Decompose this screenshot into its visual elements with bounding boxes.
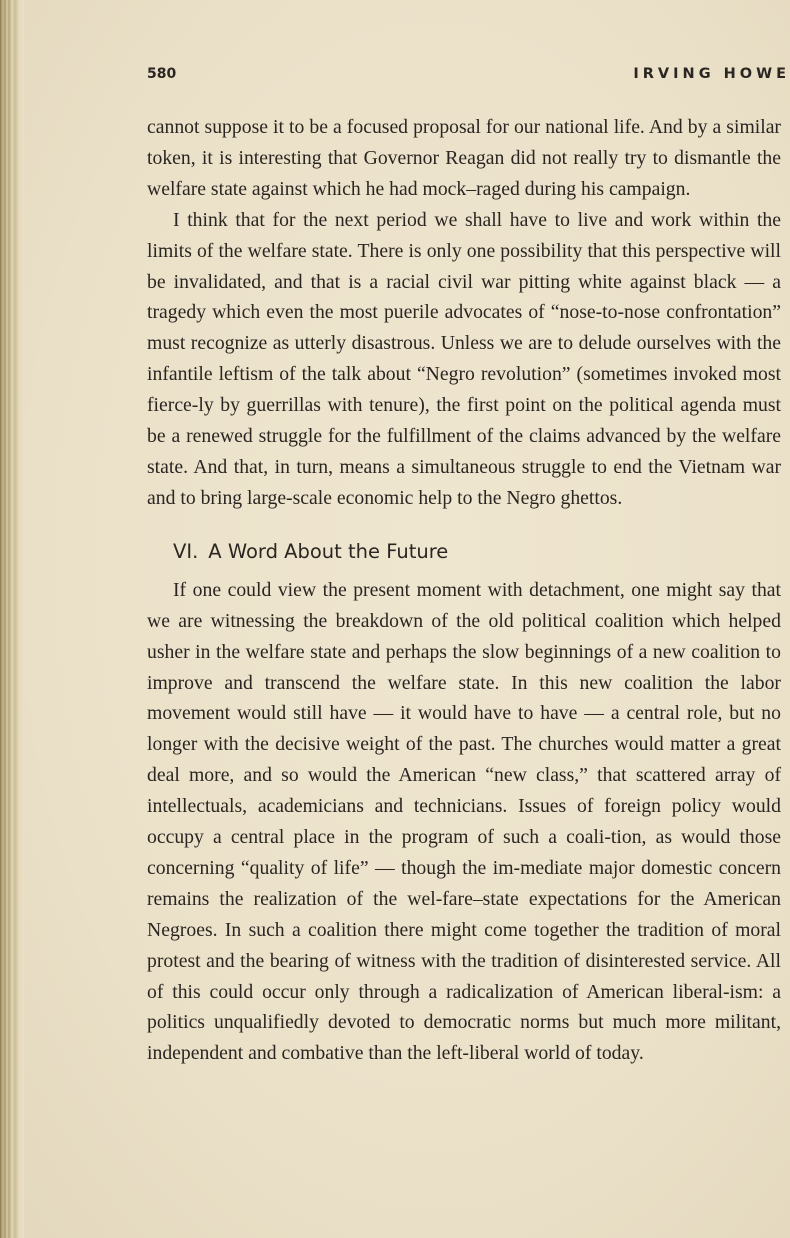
section-number: VI. (173, 539, 199, 563)
body-text (147, 112, 781, 1069)
section-heading (147, 539, 781, 565)
paragraph: I think that for the next period we shall have to live and work within the limits of the welfare state. There is only one possibility that this perspective will be invalidated, and that is a racial civil war pitting white against black — a tragedy which even the most puerile advocates of “nose-to-nose confrontation” must recognize as utterly disastrous. Unless we are to delude ourselves with the infantile leftism of the talk about “Negro revolution” (sometimes invoked most fierce-ly by guerrillas with tenure), the first point on the political agenda must be a renewed struggle for the fulfillment of the claims advanced by the welfare state. And that, in turn, means a simultaneous struggle to end the Vietnam war and to bring large-scale economic help to the Negro ghettos. (147, 208, 781, 509)
section-title: A Word About the Future (208, 539, 449, 563)
running-head (147, 66, 790, 88)
book-spine (0, 0, 24, 1238)
paragraph-continued: cannot suppose it to be a focused proposal for our national life. And by a similar token, it is interesting that Governor Reagan did not really try to dismantle the welfare state against which he had mock–raged during his campaign. (147, 116, 781, 200)
paragraph: If one could view the present moment with detachment, one might say that we are witnessing the breakdown of the old political coalition which helped usher in the welfare state and perhaps the slow beginnings of a new coalition to improve and transcend the welfare state. In this new coalition the labor movement would still have — it would have to have — a central role, but no longer with the decisive weight of the past. The churches would matter a great deal more, and so would the American “new class,” that scattered array of intellectuals, academicians and technicians. Issues of foreign policy would occupy a central place in the program of such a coali-tion, as would those concerning “quality of life” — though the im-mediate major domestic concern remains the realization of the wel-fare–state expectations for the American Negroes. In such a coalition there might come together the tradition of moral protest and the bearing of witness with the tradition of disinterested service. All of this could occur only through a radicalization of American liberal-ism: a politics unqualifiedly devoted to democratic norms but much more militant, independent and combative than the left-liberal world of today. (147, 578, 781, 1065)
page-number: 580 (147, 66, 177, 82)
running-head-author: IRVING HOWE (633, 66, 790, 82)
